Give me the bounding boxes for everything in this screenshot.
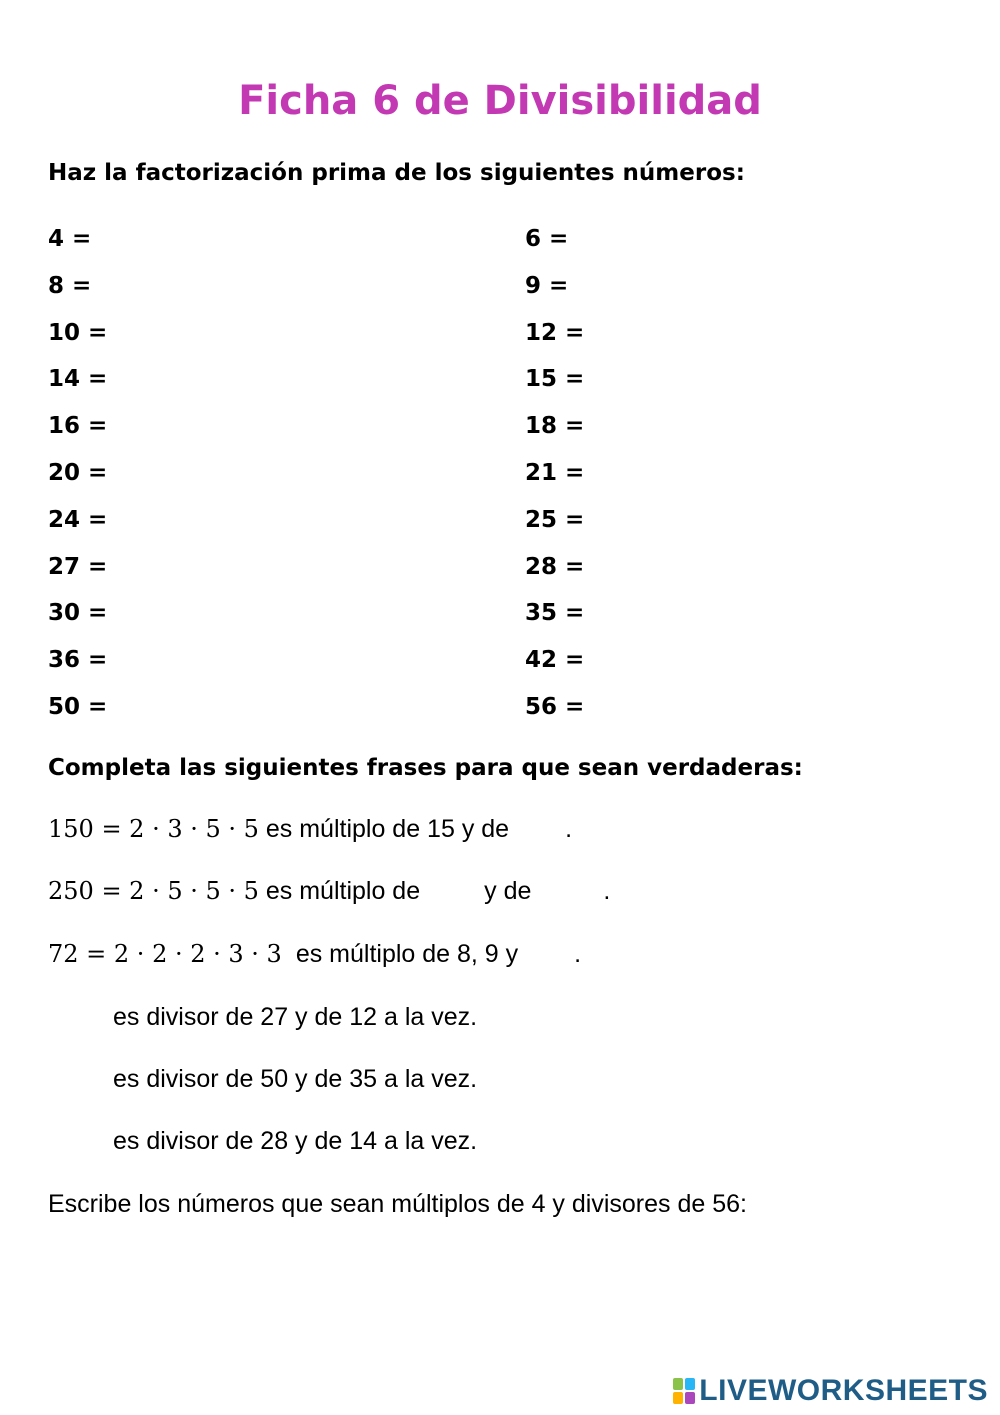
divisor-sentence-50-35 (113, 1065, 477, 1099)
factorization-row (48, 226, 948, 256)
factorization-item-left: 14 = (48, 366, 108, 393)
factorization-item-right: 6 = (525, 226, 569, 252)
factorization-item-left: 27 = (48, 553, 108, 580)
factorization-item-right: 21 = (525, 460, 585, 486)
multiples-divisors-prompt (48, 1190, 747, 1224)
sentence-period: . (565, 815, 573, 843)
sentence-250-and: y de (484, 877, 532, 905)
factorization-row (48, 273, 948, 303)
sentence-72-text: es múltiplo de 8, 9 y (295, 940, 519, 968)
factorization-row (48, 647, 948, 677)
multiples-divisors-text: Escribe los números que sean múltiplos de 4 y divisores de 56: (48, 1190, 747, 1218)
factorization-item-left: 8 = (48, 272, 92, 299)
factorization-row (48, 694, 948, 724)
factorization-item-right: 42 = (525, 647, 585, 674)
divisor-sentence-27-12 (113, 1003, 477, 1037)
factorization-row (48, 320, 948, 350)
sentence-250-text: es múltiplo de (258, 877, 421, 905)
sentence-period: . (574, 940, 582, 968)
factorization-row (48, 366, 948, 396)
sentence-72 (48, 940, 581, 974)
factorization-item-right: 28 = (525, 553, 585, 580)
factorization-item-left: 50 = (48, 694, 108, 720)
math-expression-72: 72 = 2 · 2 · 2 · 3 · 3 (48, 940, 282, 968)
factorization-item-left: 4 = (48, 226, 92, 252)
factorization-item-right: 56 = (525, 694, 585, 720)
sentence-250 (48, 877, 610, 911)
divisor-sentence-text: es divisor de 27 y de 12 a la vez. (113, 1003, 478, 1031)
factorization-item-left: 10 = (48, 319, 108, 346)
divisor-sentence-text: es divisor de 50 y de 35 a la vez. (113, 1065, 478, 1093)
factorization-row (48, 460, 948, 490)
divisor-sentence-text: es divisor de 28 y de 14 a la vez. (113, 1127, 478, 1155)
logo-text: LIVEWORKSHEETS (699, 1374, 988, 1407)
factorization-item-left: 36 = (48, 647, 108, 674)
factorization-row (48, 554, 948, 584)
sentence-period: . (603, 877, 611, 905)
liveworksheets-logo[interactable] (673, 1374, 988, 1408)
sentence-150-text: es múltiplo de 15 y de (258, 815, 510, 843)
math-expression-250: 250 = 2 · 5 · 5 · 5 (48, 877, 259, 905)
factorization-row (48, 507, 948, 537)
factorization-row (48, 600, 948, 630)
factorization-item-right: 15 = (525, 366, 585, 393)
factorization-heading: Haz la factorización prima de los siguientes números: (48, 160, 745, 186)
factorization-item-right: 9 = (525, 272, 569, 299)
factorization-item-right: 35 = (525, 600, 585, 627)
factorization-item-left: 30 = (48, 600, 108, 627)
factorization-item-left: 16 = (48, 413, 108, 440)
factorization-item-right: 25 = (525, 506, 585, 533)
divisor-sentence-28-14 (113, 1127, 477, 1161)
complete-sentences-heading: Completa las siguientes frases para que sean verdaderas: (48, 755, 803, 781)
math-expression-150: 150 = 2 · 3 · 5 · 5 (48, 815, 259, 843)
factorization-item-right: 18 = (525, 413, 585, 440)
liveworksheets-logo-icon (673, 1378, 695, 1404)
sentence-150 (48, 815, 572, 849)
factorization-item-left: 24 = (48, 506, 108, 533)
factorization-row (48, 413, 948, 443)
factorization-item-left: 20 = (48, 460, 108, 486)
page-title: Ficha 6 de Divisibilidad (238, 78, 762, 124)
factorization-item-right: 12 = (525, 319, 585, 346)
